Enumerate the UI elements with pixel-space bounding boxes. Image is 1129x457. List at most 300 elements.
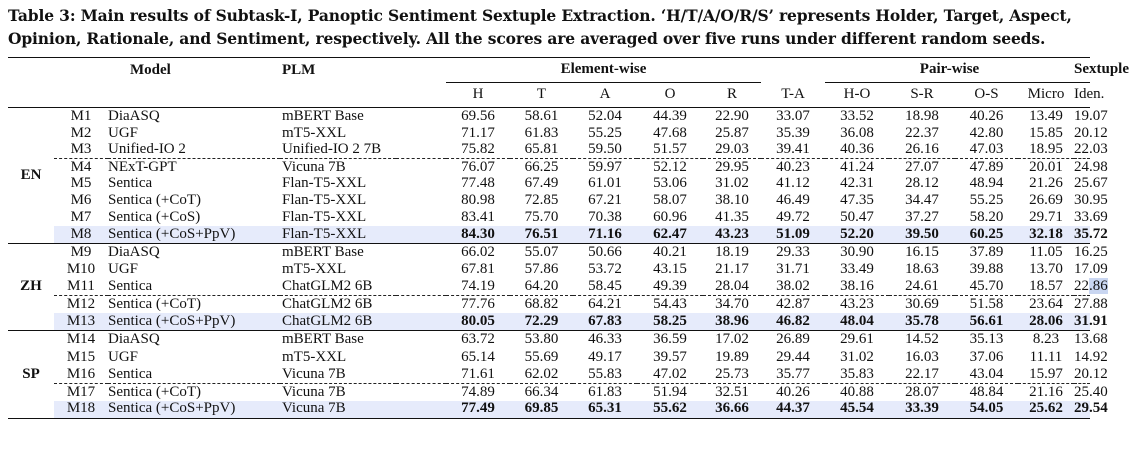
score-cell: 39.50 <box>889 226 955 243</box>
score-cell: 47.35 <box>840 192 874 209</box>
header-element-wise: Element-wise <box>446 58 761 83</box>
score-cell: 35.77 <box>761 366 825 383</box>
score-cell: 53.72 <box>588 261 622 278</box>
score-cell: 28.04 <box>703 278 761 295</box>
table-row <box>8 401 1090 418</box>
score-cell: 41.35 <box>715 209 749 226</box>
score-cell: 55.83 <box>573 366 637 383</box>
score-cell: 29.95 <box>715 158 749 175</box>
model-id: M6 <box>70 192 92 209</box>
score-cell: 38.10 <box>715 192 749 209</box>
table-row <box>8 383 1090 400</box>
score-cell: 53.06 <box>653 175 687 192</box>
score-cell: 51.09 <box>761 226 825 243</box>
col-header: H <box>472 86 484 103</box>
score-cell: 29.54 <box>1074 400 1108 417</box>
score-cell: 50.47 <box>840 209 874 226</box>
header-pair-wise: Pair-wise <box>825 58 1074 83</box>
language-label: EN <box>20 166 42 183</box>
score-cell: 55.25 <box>969 192 1004 209</box>
score-cell: 49.17 <box>588 348 622 365</box>
score-cell: 72.29 <box>510 313 573 330</box>
score-cell: 30.95 <box>1074 192 1108 209</box>
spacer-cell <box>396 296 446 313</box>
score-cell: 66.02 <box>461 243 495 260</box>
spacer-cell <box>396 383 446 400</box>
score-cell: 55.07 <box>524 243 559 260</box>
score-cell: 24.61 <box>889 278 955 295</box>
score-cell: 42.87 <box>776 296 810 313</box>
score-cell: 21.17 <box>715 261 749 278</box>
model-name: Sentica <box>108 366 280 383</box>
score-cell: 47.02 <box>637 366 703 383</box>
score-cell: 54.43 <box>653 296 687 313</box>
score-cell: 29.03 <box>703 142 761 159</box>
model-name: Sentica <box>108 175 153 192</box>
score-cell: 62.02 <box>510 366 573 383</box>
model-id: M2 <box>70 124 92 141</box>
score-cell: 33.69 <box>1074 209 1108 226</box>
score-cell: 19.07 <box>1074 107 1108 124</box>
score-cell: 11.05 <box>1029 243 1063 260</box>
table-row <box>8 296 1090 313</box>
col-header: A <box>599 86 611 103</box>
header-model: Model <box>130 61 171 78</box>
score-cell: 30.90 <box>840 243 874 260</box>
score-cell: 43.04 <box>955 366 1018 383</box>
score-cell: 67.49 <box>524 175 559 192</box>
score-cell: 35.83 <box>825 366 889 383</box>
score-cell: 54.05 <box>955 401 1018 418</box>
score-cell: 72.85 <box>524 192 559 209</box>
spacer-cell <box>396 176 446 193</box>
col-header: Micro <box>1027 86 1065 103</box>
score-cell: 70.38 <box>588 209 622 226</box>
plm-name: mBERT Base <box>282 331 364 348</box>
col-header: T <box>536 86 547 103</box>
spacer-cell <box>396 261 446 278</box>
score-cell: 52.12 <box>653 158 687 175</box>
score-cell: 29.44 <box>776 348 810 365</box>
score-cell: 44.39 <box>653 107 687 124</box>
plm-name: Vicuna 7B <box>282 383 346 400</box>
score-cell: 22.37 <box>905 124 939 141</box>
model-id: M7 <box>70 209 92 226</box>
score-cell: 62.47 <box>637 226 703 243</box>
score-cell: 59.50 <box>573 142 637 159</box>
score-cell: 42.31 <box>840 175 874 192</box>
score-cell: 14.52 <box>905 331 939 348</box>
col-header: R <box>726 86 737 103</box>
score-cell: 46.82 <box>761 313 825 330</box>
score-cell: 49.39 <box>637 278 703 295</box>
score-cell: 76.51 <box>510 226 573 243</box>
table-row <box>8 142 1090 159</box>
score-cell: 32.18 <box>1018 226 1074 243</box>
table-caption <box>8 4 1093 50</box>
score-cell: 16.03 <box>905 348 939 365</box>
score-cell: 35.78 <box>889 313 955 330</box>
score-cell: 14.92 <box>1074 348 1108 365</box>
spacer-cell <box>396 226 446 243</box>
score-cell: 43.23 <box>703 226 761 243</box>
results-table-container <box>8 57 1129 419</box>
score-cell: 59.97 <box>588 158 622 175</box>
score-cell: 36.08 <box>840 124 874 141</box>
score-cell: 53.80 <box>524 331 559 348</box>
score-cell: 64.20 <box>510 278 573 295</box>
score-cell: 31.02 <box>715 175 749 192</box>
model-name: DiaASQ <box>108 243 160 260</box>
col-header: T-A <box>781 86 805 103</box>
score-cell: 58.07 <box>653 192 687 209</box>
score-cell: 40.23 <box>776 158 810 175</box>
score-cell: 39.88 <box>969 261 1004 278</box>
plm-name: Vicuna 7B <box>280 366 396 383</box>
plm-name: Flan-T5-XXL <box>280 226 396 243</box>
header-row-columns <box>8 83 1090 108</box>
score-cell: 66.25 <box>524 158 559 175</box>
score-cell: 25.87 <box>715 124 749 141</box>
model-id: M17 <box>66 383 96 400</box>
score-cell: 77.48 <box>461 175 495 192</box>
score-cell: 25.73 <box>703 366 761 383</box>
score-cell: 39.57 <box>653 348 687 365</box>
model-name: Sentica <box>108 278 280 295</box>
score-cell: 28.06 <box>1018 313 1074 330</box>
score-cell: 48.84 <box>969 383 1004 400</box>
score-cell: 21.16 <box>1029 383 1063 400</box>
score-cell: 17.09 <box>1074 261 1108 278</box>
score-cell: 74.89 <box>461 383 495 400</box>
table-row <box>8 278 1090 295</box>
score-cell: 58.45 <box>573 278 637 295</box>
score-cell: 32.51 <box>715 383 749 400</box>
score-cell: 55.62 <box>637 401 703 418</box>
score-cell: 60.96 <box>653 209 687 226</box>
score-cell: 25.40 <box>1074 383 1108 400</box>
model-id: M14 <box>66 331 96 348</box>
plm-name: mT5-XXL <box>282 261 347 278</box>
spacer-cell <box>396 366 446 383</box>
score-cell: 43.23 <box>840 296 874 313</box>
spacer-cell <box>396 313 446 330</box>
score-cell: 66.34 <box>524 383 559 400</box>
score-cell: 8.23 <box>1032 331 1060 348</box>
score-cell: 31.71 <box>776 261 810 278</box>
model-name: Sentica (+CoS+PpV) <box>108 226 280 243</box>
model-id: M13 <box>54 313 108 330</box>
table-row <box>8 125 1090 142</box>
plm-name: Flan-T5-XXL <box>282 175 367 192</box>
score-cell: 13.49 <box>1029 107 1063 124</box>
spacer-cell <box>396 401 446 418</box>
score-cell: 46.49 <box>776 192 810 209</box>
score-cell: 63.72 <box>461 331 495 348</box>
model-id: M5 <box>70 175 92 192</box>
score-cell: 71.17 <box>461 124 495 141</box>
score-cell: 40.36 <box>825 142 889 159</box>
col-header: O <box>664 86 676 103</box>
score-cell: 18.63 <box>905 261 939 278</box>
score-cell: 49.72 <box>776 209 810 226</box>
caption-line-1: Table 3: Main results of Subtask-I, Panoptic Sentiment Sextuple Extraction. ‘H/T/A/O/R/S’ represents Holder, Target, Aspect, <box>8 6 1072 25</box>
plm-name: mT5-XXL <box>282 124 347 141</box>
score-cell: 69.56 <box>461 107 495 124</box>
score-cell: 52.20 <box>825 226 889 243</box>
score-cell: 28.12 <box>905 175 939 192</box>
score-cell: 39.41 <box>761 142 825 159</box>
score-cell: 56.61 <box>955 313 1018 330</box>
results-table <box>8 57 1129 419</box>
score-cell: 31.91 <box>1074 312 1108 329</box>
model-id: M4 <box>70 158 92 175</box>
score-cell: 22.17 <box>889 366 955 383</box>
score-cell: 19.89 <box>715 348 749 365</box>
score-cell: 55.69 <box>524 348 559 365</box>
caption-line-2: Opinion, Rationale, and Sentiment, respectively. All the scores are averaged over five runs under different random seeds. <box>8 29 1046 48</box>
score-cell: 38.02 <box>761 278 825 295</box>
score-cell: 84.30 <box>446 226 510 243</box>
model-name: UGF <box>108 261 139 278</box>
score-cell: 74.19 <box>446 278 510 295</box>
model-id: M11 <box>54 278 108 295</box>
score-cell: 15.97 <box>1018 366 1074 383</box>
score-cell: 36.66 <box>703 401 761 418</box>
score-cell: 47.89 <box>969 158 1004 175</box>
score-cell: 28.07 <box>905 383 939 400</box>
score-cell: 80.98 <box>461 192 495 209</box>
spacer-cell <box>396 331 446 348</box>
score-cell: 11.11 <box>1029 348 1063 365</box>
plm-name: mT5-XXL <box>282 348 347 365</box>
score-cell: 57.86 <box>524 261 559 278</box>
score-cell: 83.41 <box>461 209 495 226</box>
text-selection: .86 <box>1089 278 1108 295</box>
header-plm: PLM <box>282 61 316 78</box>
score-cell: 61.83 <box>524 124 559 141</box>
score-cell: 22.03 <box>1074 141 1108 158</box>
score-cell: 18.57 <box>1018 278 1074 295</box>
score-cell: 47.03 <box>955 142 1018 159</box>
score-cell: 25.67 <box>1074 175 1108 192</box>
score-cell: 58.20 <box>969 209 1004 226</box>
score-cell: 65.14 <box>461 348 495 365</box>
model-name: DiaASQ <box>108 331 160 348</box>
score-cell: 35.13 <box>969 331 1004 348</box>
score-cell: 26.16 <box>889 142 955 159</box>
spacer-cell <box>396 159 446 176</box>
plm-name: Flan-T5-XXL <box>282 209 367 226</box>
model-name: Sentica (+CoT) <box>108 383 202 400</box>
score-cell: 48.94 <box>969 175 1004 192</box>
col-header: O-S <box>974 86 999 103</box>
score-cell: 71.16 <box>573 226 637 243</box>
score-cell: 15.85 <box>1029 124 1063 141</box>
score-cell: 33.52 <box>840 107 874 124</box>
table-row <box>8 176 1090 193</box>
model-id: M3 <box>54 142 108 159</box>
score-cell: 48.04 <box>825 313 889 330</box>
score-cell: 34.47 <box>905 192 939 209</box>
score-cell: 75.82 <box>446 142 510 159</box>
col-header: S-R <box>910 86 934 103</box>
score-cell: 35.39 <box>776 124 810 141</box>
score-cell: 33.07 <box>776 107 810 124</box>
score-cell: 40.21 <box>653 243 687 260</box>
model-id: M1 <box>70 107 92 124</box>
plm-name: ChatGLM2 6B <box>280 278 396 295</box>
score-cell: 25.62 <box>1018 401 1074 418</box>
score-cell: 20.12 <box>1074 365 1108 382</box>
model-name: Sentica (+CoT) <box>108 192 202 209</box>
score-cell: 65.81 <box>510 142 573 159</box>
score-cell: 21.26 <box>1029 175 1063 192</box>
table-row <box>8 192 1090 209</box>
score-cell: 26.69 <box>1029 192 1063 209</box>
header-sextuple: Sextuple <box>1074 58 1090 83</box>
score-cell: 37.27 <box>905 209 939 226</box>
table-row <box>8 366 1090 383</box>
spacer-cell <box>396 278 446 295</box>
table-row <box>8 244 1090 261</box>
score-cell: 17.02 <box>715 331 749 348</box>
plm-name: mBERT Base <box>282 243 364 260</box>
score-cell: 44.37 <box>761 401 825 418</box>
score-cell: 51.57 <box>637 142 703 159</box>
score-cell: 33.39 <box>889 401 955 418</box>
spacer-cell <box>396 125 446 142</box>
model-name: Sentica (+CoS+PpV) <box>108 401 280 418</box>
score-cell: 61.01 <box>588 175 622 192</box>
score-cell: 45.70 <box>955 278 1018 295</box>
score-cell: 58.61 <box>524 107 559 124</box>
spacer-cell <box>396 108 446 125</box>
score-cell: 52.04 <box>588 107 622 124</box>
model-id: M15 <box>66 348 96 365</box>
table-row <box>8 108 1090 125</box>
score-cell: 18.95 <box>1018 142 1074 159</box>
spacer-cell <box>396 348 446 365</box>
spacer-cell <box>396 192 446 209</box>
header-row-groups <box>8 58 1090 83</box>
score-cell: 50.66 <box>588 243 622 260</box>
model-name: UGF <box>108 348 139 365</box>
table-row <box>8 209 1090 226</box>
score-cell: 58.25 <box>637 313 703 330</box>
score-cell: 29.33 <box>776 243 810 260</box>
score-cell: 65.31 <box>573 401 637 418</box>
score-cell: 27.88 <box>1074 296 1108 313</box>
model-name: Sentica (+CoS) <box>108 209 201 226</box>
model-name: Sentica (+CoT) <box>108 296 202 313</box>
score-cell: 31.02 <box>840 348 874 365</box>
score-cell: 45.54 <box>825 401 889 418</box>
score-cell: 40.26 <box>969 107 1004 124</box>
plm-name: ChatGLM2 6B <box>280 313 396 330</box>
score-cell: 22.90 <box>715 107 749 124</box>
score-cell: 34.70 <box>715 296 749 313</box>
plm-name: mBERT Base <box>282 107 364 124</box>
spacer-cell <box>396 142 446 159</box>
table-row <box>8 348 1090 365</box>
score-cell: 80.05 <box>446 313 510 330</box>
score-cell: 42.80 <box>969 124 1004 141</box>
score-cell: 27.07 <box>905 158 939 175</box>
model-id: M9 <box>70 243 92 260</box>
model-id: M16 <box>54 366 108 383</box>
score-cell: 61.83 <box>588 383 622 400</box>
score-cell: 41.12 <box>776 175 810 192</box>
plm-name: ChatGLM2 6B <box>282 296 373 313</box>
score-cell: 40.88 <box>840 383 874 400</box>
col-header: Iden. <box>1074 86 1105 103</box>
score-cell: 20.12 <box>1074 124 1108 141</box>
model-id: M18 <box>54 401 108 418</box>
score-cell: 16.15 <box>905 243 939 260</box>
score-cell: 20.01 <box>1029 158 1063 175</box>
score-cell: 68.82 <box>524 296 559 313</box>
table-row <box>8 226 1090 243</box>
language-label: SP <box>22 365 40 382</box>
score-cell: 69.85 <box>510 401 573 418</box>
score-cell: 51.94 <box>653 383 687 400</box>
plm-name: Flan-T5-XXL <box>282 192 367 209</box>
score-cell: 51.58 <box>969 296 1004 313</box>
model-name: NExT-GPT <box>108 158 177 175</box>
score-cell: 35.72 <box>1074 225 1108 242</box>
score-cell: 37.06 <box>969 348 1004 365</box>
table-row <box>8 159 1090 176</box>
table-row <box>8 313 1090 330</box>
model-name: UGF <box>108 124 139 141</box>
model-name: DiaASQ <box>108 107 160 124</box>
score-cell: 22.86 <box>1074 278 1108 295</box>
model-name: Sentica (+CoS+PpV) <box>108 313 280 330</box>
score-cell: 24.98 <box>1074 158 1108 175</box>
score-cell: 13.70 <box>1029 261 1063 278</box>
score-cell: 67.83 <box>573 313 637 330</box>
score-cell: 77.49 <box>446 401 510 418</box>
plm-name: Vicuna 7B <box>282 158 346 175</box>
model-id: M10 <box>66 261 96 278</box>
score-cell: 76.07 <box>461 158 495 175</box>
score-cell: 36.59 <box>653 331 687 348</box>
score-cell: 75.70 <box>524 209 559 226</box>
table-row <box>8 261 1090 278</box>
score-cell: 67.81 <box>461 261 495 278</box>
results-table-body <box>8 58 1129 419</box>
table-row <box>8 331 1090 348</box>
bottom-rule <box>8 418 1090 419</box>
spacer-cell <box>396 244 446 261</box>
score-cell: 47.68 <box>653 124 687 141</box>
plm-name: Vicuna 7B <box>280 401 396 418</box>
score-cell: 26.89 <box>776 331 810 348</box>
spacer-cell <box>396 209 446 226</box>
score-cell: 40.26 <box>776 383 810 400</box>
score-cell: 38.96 <box>703 313 761 330</box>
score-cell: 23.64 <box>1029 296 1063 313</box>
score-cell: 64.21 <box>588 296 622 313</box>
score-cell: 18.19 <box>715 243 749 260</box>
score-cell: 29.71 <box>1029 209 1063 226</box>
score-cell: 16.25 <box>1074 243 1108 260</box>
score-cell: 67.21 <box>588 192 622 209</box>
model-id: M8 <box>54 226 108 243</box>
score-cell: 77.76 <box>461 296 495 313</box>
language-label: ZH <box>20 278 42 295</box>
